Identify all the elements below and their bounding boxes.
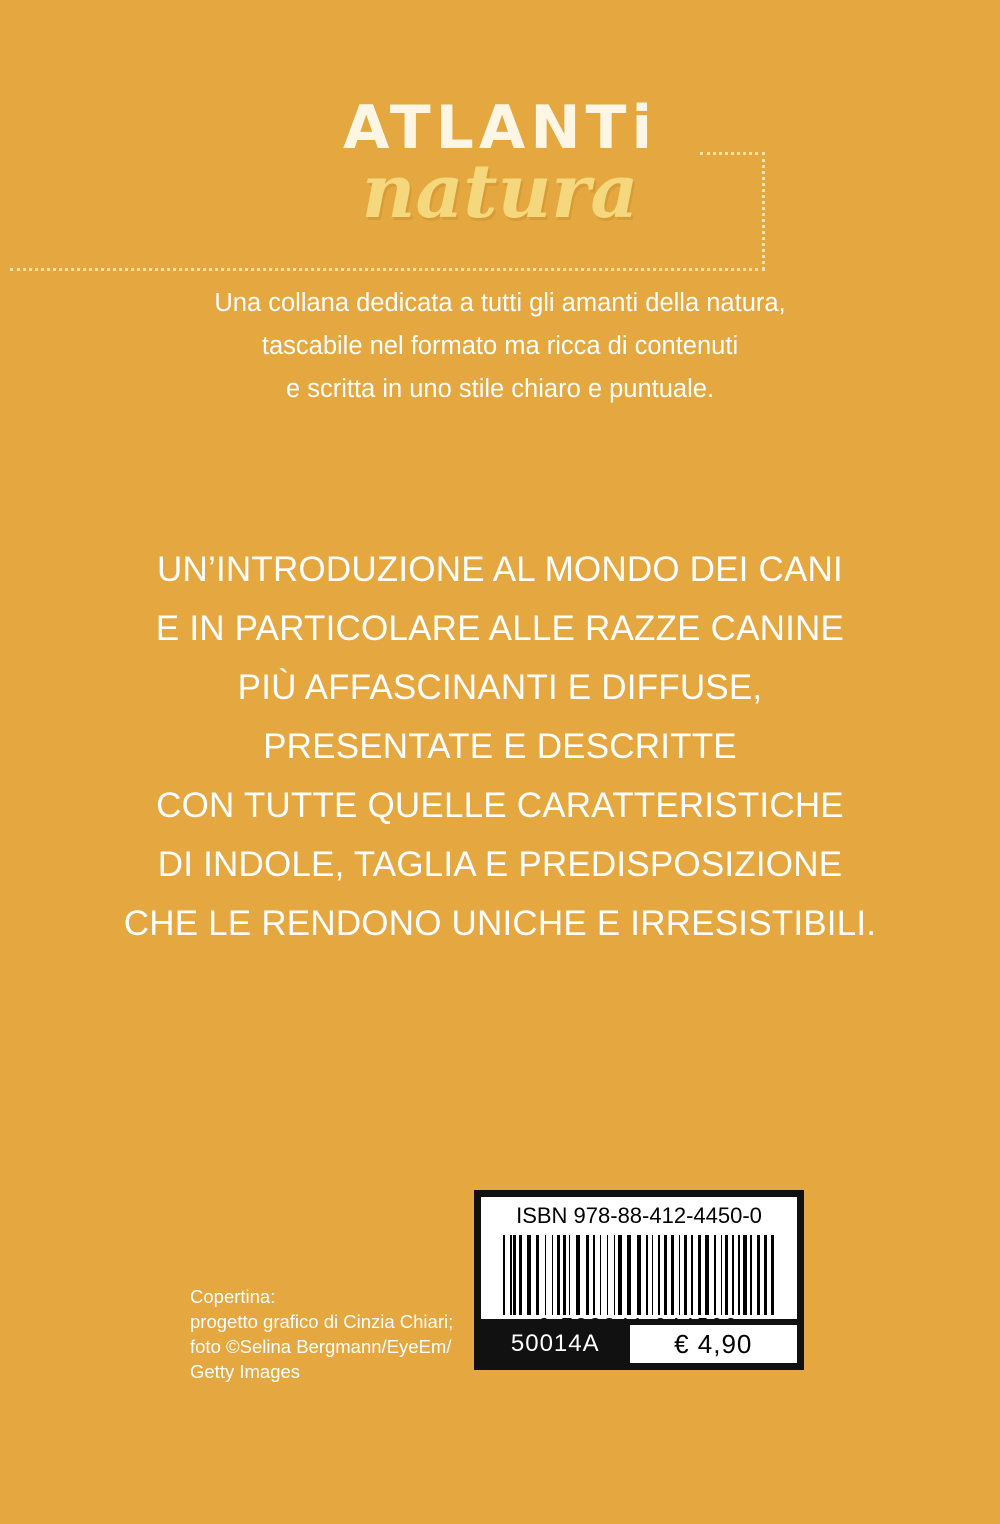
series-description [0,282,1000,411]
logo-title-atlanti: ATLANTi [342,93,658,163]
series-logo [0,0,1000,280]
series-description-line-1: Una collana dedicata a tutti gli amanti della natura, [214,289,786,317]
product-code: 50014A [481,1325,630,1363]
credits-line-4: Getty Images [190,1361,301,1382]
cover-credits [190,1284,470,1384]
blurb-line-2: E IN PARTICOLARE ALLE RAZZE CANINE [155,609,845,648]
credits-line-3: foto ©Selina Bergmann/EyeEm/ [190,1336,452,1357]
barcode-bottom-strip [481,1319,797,1363]
isbn-label: ISBN 978-88-412-4450-0 [516,1203,762,1228]
blurb-line-4: PRESENTATE E DESCRITTE [263,727,737,766]
series-description-line-2: tascabile nel formato ma ricca di contenuti [261,332,739,360]
barcode-bars [503,1235,775,1315]
credits-line-1: Copertina: [190,1286,276,1307]
logo-title-natura: natura [361,149,639,235]
blurb-line-7: CHE LE RENDONO UNICHE E IRRESISTIBILI. [123,904,877,943]
blurb-line-1: UN’INTRODUZIONE AL MONDO DEI CANI [157,550,843,589]
back-cover-blurb [0,540,1000,953]
blurb-line-6: DI INDOLE, TAGLIA E PREDISPOSIZIONE [157,845,843,884]
credits-line-2: progetto grafico di Cinzia Chiari; [190,1311,454,1332]
series-description-line-3: e scritta in uno stile chiaro e puntuale. [285,375,715,403]
blurb-line-5: CON TUTTE QUELLE CARATTERISTICHE [156,786,844,825]
dotted-frame-bottom [10,268,765,271]
price-label: € 4,90 [630,1325,797,1363]
barcode-block [474,1190,804,1370]
blurb-line-3: PIÙ AFFASCINANTI E DIFFUSE, [237,668,763,707]
